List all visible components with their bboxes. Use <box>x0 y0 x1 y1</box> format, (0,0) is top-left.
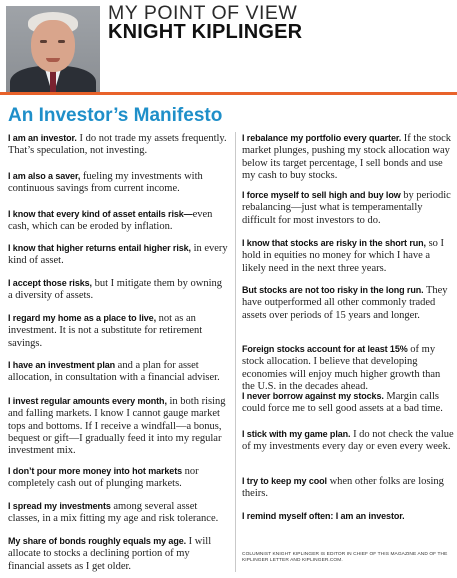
manifesto-item: I have an investment plan and a plan for asset allocation, in consultation with a financial adviser. <box>8 360 220 384</box>
manifesto-item: I invest regular amounts every month, in both rising and falling markets. I know I cannot gauge market tops and bottoms. If I receive a windfall—a bonus, bequest or gift—I gradually feed it into my regular investment mix. <box>8 396 226 457</box>
manifesto-item: I rebalance my portfolio every quarter. If the stock market plunges, pushing my stock allocation way below its target percentage, I sell bonds and use my cash to buy stocks. <box>242 133 452 181</box>
manifesto-item: I know that every kind of asset entails risk—even cash, which can be eroded by inflation. <box>8 209 213 233</box>
manifesto-item: I know that higher returns entail higher risk, in every kind of asset. <box>8 243 228 267</box>
manifesto-item: I force myself to sell high and buy low by periodic rebalancing—just what is temperamentally difficult for most investors to do. <box>242 190 451 226</box>
manifesto-item: I remind myself often: I am an investor. <box>242 511 405 521</box>
manifesto-item: I try to keep my cool when other folks are losing theirs. <box>242 476 444 500</box>
manifesto-item: I regard my home as a place to live, not as an investment. It is not a substitute for retirement savings. <box>8 313 203 349</box>
manifesto-item: I spread my investments among several asset classes, in a mix fitting my age and risk tolerance. <box>8 501 219 525</box>
manifesto-item: My share of bonds roughly equals my age. I will allocate to stocks a declining portion of my financial assets as I get older. <box>8 536 212 572</box>
manifesto-item: I know that stocks are risky in the short run, so I hold in equities no money for which I have a likely need in the next three years. <box>242 238 445 274</box>
manifesto-item: I am also a saver, fueling my investments with continuous savings from current income. <box>8 171 203 195</box>
header <box>0 0 457 92</box>
accent-rule <box>0 92 457 95</box>
manifesto-item: I am an investor. I do not trade my assets frequently. That’s speculation, not investing. <box>8 133 227 157</box>
manifesto-item: I never borrow against my stocks. Margin calls could force me to sell good assets at a bad time. <box>242 391 443 415</box>
manifesto-item: Foreign stocks account for at least 15% of my stock allocation. I believe that developing economies will enjoy much higher growth than the U.S. in the decades ahead. <box>242 344 441 392</box>
columnist-photo <box>6 6 100 92</box>
manifesto-item: I don’t pour more money into hot markets nor completely cash out of plunging markets. <box>8 466 199 490</box>
article-headline: An Investor’s Manifesto <box>8 105 223 126</box>
column-divider <box>235 132 236 572</box>
column-kicker: MY POINT OF VIEW <box>108 2 298 24</box>
manifesto-item: I accept those risks, but I mitigate them by owning a diversity of assets. <box>8 278 223 302</box>
manifesto-item: I stick with my game plan. I do not check the value of my investments every day or even every week. <box>242 429 454 453</box>
manifesto-item: But stocks are not too risky in the long run. They have outperformed all other commonly traded assets over periods of 15 years and longer. <box>242 285 448 321</box>
byline: KNIGHT KIPLINGER <box>108 21 303 43</box>
columnist-credit: COLUMNIST KNIGHT KIPLINGER IS EDITOR IN CHIEF OF THIS MAGAZINE AND OF THE KIPLINGER LETTER AND KIPLINGER.COM. <box>242 552 448 563</box>
